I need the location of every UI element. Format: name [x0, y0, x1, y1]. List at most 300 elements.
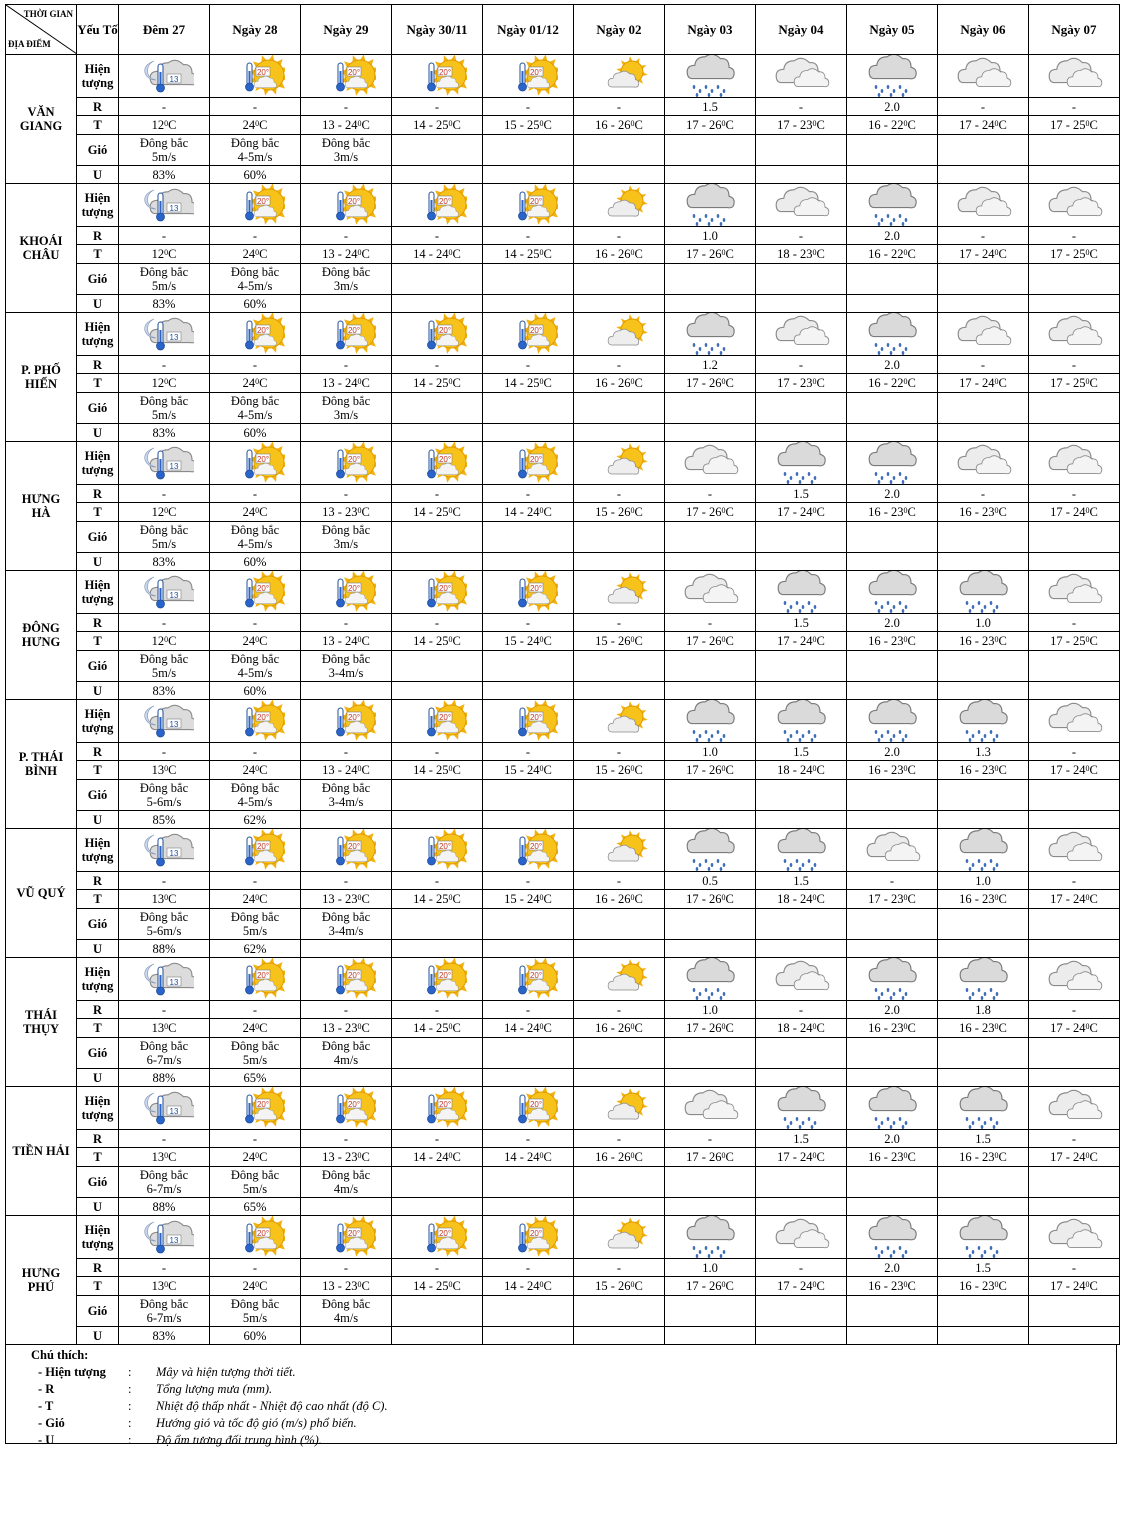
svg-text:20°: 20° — [438, 1100, 452, 1109]
temperature-unit: C — [725, 1279, 734, 1293]
weather-icon-cell — [1029, 442, 1120, 485]
wind-value — [756, 264, 847, 295]
label-r: R — [77, 1001, 119, 1019]
svg-text:20°: 20° — [529, 971, 543, 980]
temperature-value — [119, 503, 210, 522]
rain-cloud-icon — [665, 700, 755, 742]
temperature-unit: C — [543, 1021, 552, 1035]
sun-behind-cloud-icon — [574, 1087, 664, 1129]
corner-cell — [6, 5, 77, 55]
degree-sign: 0 — [721, 1151, 726, 1160]
temperature-value — [301, 890, 392, 909]
weather-icon-cell — [938, 571, 1029, 614]
temperature-unit: C — [259, 763, 268, 777]
temperature-unit: C — [259, 1150, 268, 1164]
day-header: Ngày 05 — [847, 5, 938, 55]
weather-icon-cell — [847, 442, 938, 485]
weather-icon-cell — [938, 442, 1029, 485]
degree-sign: 0 — [721, 248, 726, 257]
humidity-value — [574, 811, 665, 829]
degree-sign: 0 — [721, 1022, 726, 1031]
degree-sign: 0 — [255, 506, 260, 515]
weather-icon-cell — [210, 829, 301, 872]
hien-tuong-row — [6, 313, 1120, 356]
temperature-row — [6, 632, 1120, 651]
humidity-value: 83% — [119, 682, 210, 700]
wind-value — [119, 780, 210, 811]
degree-sign: 0 — [994, 1022, 999, 1031]
humidity-value — [392, 811, 483, 829]
cloudy-icon — [756, 55, 846, 97]
humidity-value — [938, 1198, 1029, 1216]
svg-text:20°: 20° — [256, 713, 270, 722]
wind-value — [756, 1296, 847, 1327]
humidity-value — [847, 682, 938, 700]
temperature-range: 17 - 24 — [1050, 505, 1086, 519]
degree-sign: 0 — [1085, 1280, 1090, 1289]
temperature-unit: C — [168, 247, 177, 261]
svg-text:20°: 20° — [256, 68, 270, 77]
wind-speed: 5m/s — [242, 1053, 268, 1067]
rain-value: - — [210, 485, 301, 503]
wind-value — [756, 135, 847, 166]
legend-colon: : — [128, 1365, 132, 1379]
wind-value — [665, 1038, 756, 1069]
rain-value: - — [938, 227, 1029, 245]
temperature-range: 17 - 24 — [959, 247, 995, 261]
cloudy-icon — [1029, 1087, 1119, 1129]
cloudy-icon — [665, 571, 755, 613]
rain-value: - — [483, 743, 574, 761]
rain-cloud-icon — [938, 571, 1028, 613]
temperature-unit: C — [168, 892, 177, 906]
degree-sign: 0 — [164, 635, 169, 644]
rain-value: 1.5 — [756, 1130, 847, 1148]
temperature-value — [210, 1019, 301, 1038]
weather-icon-cell — [847, 55, 938, 98]
label-hien-tuong: Hiện tượng — [77, 571, 119, 614]
wind-value — [847, 651, 938, 682]
temperature-range: 14 - 25 — [413, 634, 449, 648]
day-header: Ngày 02 — [574, 5, 665, 55]
label-gio: Gió — [77, 522, 119, 553]
wind-speed: 4-5m/s — [237, 795, 273, 809]
temperature-unit: C — [634, 376, 643, 390]
wind-value — [483, 909, 574, 940]
temperature-range: 15 - 24 — [504, 763, 540, 777]
humidity-value — [392, 553, 483, 571]
weather-icon-cell — [847, 184, 938, 227]
degree-sign: 0 — [255, 119, 260, 128]
degree-sign: 0 — [448, 764, 453, 773]
temperature-range: 17 - 26 — [686, 1021, 722, 1035]
sunny-thermometer-icon — [483, 571, 573, 613]
weather-icon-cell — [392, 700, 483, 743]
svg-text:20°: 20° — [256, 455, 270, 464]
wind-speed: 5m/s — [242, 1311, 268, 1325]
temperature-range: 14 - 24 — [504, 505, 540, 519]
temperature-unit: C — [361, 376, 370, 390]
humidity-value — [392, 166, 483, 184]
temperature-value — [119, 890, 210, 909]
humidity-value — [756, 940, 847, 958]
svg-text:20°: 20° — [438, 842, 452, 851]
wind-value — [847, 522, 938, 553]
rain-value: - — [210, 743, 301, 761]
sun-behind-cloud-icon — [574, 313, 664, 355]
temperature-range: 24 — [242, 376, 256, 390]
temperature-value — [938, 503, 1029, 522]
weather-icon-cell — [210, 313, 301, 356]
svg-text:20°: 20° — [347, 1100, 361, 1109]
temperature-unit: C — [1089, 376, 1098, 390]
day-header: Ngày 04 — [756, 5, 847, 55]
temperature-unit: C — [1089, 634, 1098, 648]
temperature-value — [119, 1148, 210, 1167]
temperature-unit: C — [361, 1021, 370, 1035]
degree-sign: 0 — [448, 1022, 453, 1031]
temperature-range: 17 - 24 — [777, 1150, 813, 1164]
humidity-value: 62% — [210, 940, 301, 958]
day-header: Ngày 06 — [938, 5, 1029, 55]
rain-value: - — [301, 1259, 392, 1277]
temperature-range: 17 - 24 — [1050, 1150, 1086, 1164]
rain-value: - — [1029, 227, 1120, 245]
degree-sign: 0 — [1085, 635, 1090, 644]
temperature-unit: C — [634, 892, 643, 906]
weather-icon-cell — [938, 1216, 1029, 1259]
weather-icon-cell — [847, 571, 938, 614]
temperature-unit: C — [452, 634, 461, 648]
weather-icon-cell — [301, 1087, 392, 1130]
weather-icon-cell — [119, 313, 210, 356]
wind-value — [847, 780, 938, 811]
humidity-value — [1029, 811, 1120, 829]
humidity-value — [938, 166, 1029, 184]
degree-sign: 0 — [164, 506, 169, 515]
hien-tuong-row — [6, 958, 1120, 1001]
temperature-range: 14 - 25 — [504, 247, 540, 261]
svg-text:13: 13 — [169, 720, 179, 729]
humidity-value: 65% — [210, 1198, 301, 1216]
degree-sign: 0 — [1085, 893, 1090, 902]
sun-behind-cloud-icon — [574, 1216, 664, 1258]
label-hien-tuong: Hiện tượng — [77, 1216, 119, 1259]
rain-cloud-icon — [938, 1087, 1028, 1129]
degree-sign: 0 — [630, 893, 635, 902]
temperature-range: 17 - 25 — [1050, 247, 1086, 261]
rain-value: 2.0 — [847, 1130, 938, 1148]
wind-speed: 3m/s — [333, 537, 359, 551]
humidity-value — [574, 682, 665, 700]
rain-value: 2.0 — [847, 743, 938, 761]
sunny-thermometer-icon — [392, 1087, 482, 1129]
temperature-value — [756, 1019, 847, 1038]
location-name-line: VŨ QUÝ — [16, 886, 66, 900]
legend-colon: : — [128, 1416, 132, 1430]
location-name-line: THÁI — [25, 1008, 57, 1022]
weather-icon-cell — [665, 1087, 756, 1130]
wind-value — [665, 780, 756, 811]
wind-direction: Đông bắc — [230, 1297, 280, 1311]
sunny-thermometer-icon — [301, 184, 391, 226]
temperature-unit: C — [998, 892, 1007, 906]
rain-value: - — [1029, 1001, 1120, 1019]
temperature-range: 17 - 24 — [1050, 892, 1086, 906]
label-hien-tuong: Hiện tượng — [77, 958, 119, 1001]
rain-value: 1.5 — [756, 872, 847, 890]
temperature-range: 16 - 26 — [595, 376, 631, 390]
svg-text:20°: 20° — [438, 326, 452, 335]
sunny-thermometer-icon — [392, 958, 482, 1000]
rain-value: - — [119, 1259, 210, 1277]
humidity-value — [301, 553, 392, 571]
temperature-value — [574, 1148, 665, 1167]
temperature-unit: C — [725, 247, 734, 261]
rain-value: - — [301, 356, 392, 374]
cloudy-icon — [1029, 571, 1119, 613]
temperature-range: 13 — [151, 892, 165, 906]
rain-value: - — [1029, 743, 1120, 761]
temperature-value — [574, 374, 665, 393]
wind-speed: 5m/s — [151, 150, 177, 164]
degree-sign: 0 — [721, 893, 726, 902]
temperature-unit: C — [543, 505, 552, 519]
legend — [5, 1345, 1117, 1447]
day-header: Ngày 30/11 — [392, 5, 483, 55]
degree-sign: 0 — [539, 1280, 544, 1289]
rain-value: - — [665, 1130, 756, 1148]
humidity-value — [938, 811, 1029, 829]
humidity-value — [938, 553, 1029, 571]
wind-speed: 3-4m/s — [328, 795, 364, 809]
rain-value: - — [1029, 485, 1120, 503]
temperature-value — [847, 1148, 938, 1167]
rain-cloud-icon — [665, 184, 755, 226]
rain-cloud-icon — [847, 700, 937, 742]
wind-direction: Đông bắc — [230, 265, 280, 279]
wind-direction: Đông bắc — [139, 1168, 189, 1182]
temperature-unit: C — [907, 376, 916, 390]
weather-icon-cell — [392, 313, 483, 356]
temperature-value — [938, 761, 1029, 780]
temperature-value — [574, 761, 665, 780]
rain-value: - — [665, 485, 756, 503]
temperature-range: 13 - 24 — [322, 118, 358, 132]
temperature-unit: C — [1089, 763, 1098, 777]
cloudy-icon — [1029, 958, 1119, 1000]
legend-text: Tổng lượng mưa (mm). — [156, 1382, 273, 1396]
temperature-value — [938, 632, 1029, 651]
temperature-range: 14 - 25 — [413, 505, 449, 519]
temperature-range: 24 — [242, 763, 256, 777]
wind-value — [938, 780, 1029, 811]
wind-value — [119, 1038, 210, 1069]
sunny-thermometer-icon — [301, 1087, 391, 1129]
degree-sign: 0 — [630, 1280, 635, 1289]
temperature-range: 12 — [151, 505, 165, 519]
legend-colon: : — [128, 1382, 132, 1396]
location-name-line: CHÂU — [22, 248, 60, 262]
wind-value — [483, 1167, 574, 1198]
temperature-range: 13 — [151, 1021, 165, 1035]
humidity-row — [6, 1327, 1120, 1345]
rain-value: - — [392, 227, 483, 245]
degree-sign: 0 — [448, 119, 453, 128]
temperature-range: 17 - 25 — [1050, 376, 1086, 390]
temperature-range: 17 - 24 — [777, 634, 813, 648]
cloudy-icon — [847, 829, 937, 871]
rain-value: - — [574, 356, 665, 374]
night-cloudy-cold-icon — [119, 700, 209, 742]
temperature-unit: C — [361, 247, 370, 261]
temperature-unit: C — [452, 763, 461, 777]
degree-sign: 0 — [1085, 1151, 1090, 1160]
degree-sign: 0 — [721, 1280, 726, 1289]
weather-icon-cell — [574, 829, 665, 872]
rain-value: - — [938, 98, 1029, 116]
temperature-range: 16 - 23 — [959, 1150, 995, 1164]
degree-sign: 0 — [164, 1151, 169, 1160]
humidity-value — [301, 166, 392, 184]
sun-behind-cloud-icon — [574, 958, 664, 1000]
humidity-value: 88% — [119, 1198, 210, 1216]
svg-text:20°: 20° — [529, 1229, 543, 1238]
temperature-value — [665, 503, 756, 522]
wind-value — [574, 780, 665, 811]
temperature-value — [756, 116, 847, 135]
degree-sign: 0 — [255, 764, 260, 773]
temperature-unit: C — [452, 247, 461, 261]
temperature-unit: C — [998, 634, 1007, 648]
weather-icon-cell — [301, 313, 392, 356]
degree-sign: 0 — [721, 119, 726, 128]
wind-value — [119, 393, 210, 424]
humidity-value — [1029, 940, 1120, 958]
wind-speed: 6-7m/s — [146, 1311, 182, 1325]
temperature-value — [119, 116, 210, 135]
temperature-range: 17 - 23 — [777, 118, 813, 132]
wind-value — [1029, 264, 1120, 295]
wind-row — [6, 522, 1120, 553]
humidity-value — [847, 166, 938, 184]
label-t: T — [77, 245, 119, 264]
weather-icon-cell — [1029, 184, 1120, 227]
weather-icon-cell — [574, 1087, 665, 1130]
humidity-value — [665, 1327, 756, 1345]
rain-value: - — [1029, 98, 1120, 116]
temperature-value — [210, 116, 301, 135]
rain-cloud-icon — [847, 313, 937, 355]
label-r: R — [77, 227, 119, 245]
wind-value — [938, 651, 1029, 682]
weather-icon-cell — [665, 571, 756, 614]
temperature-unit: C — [168, 1021, 177, 1035]
sunny-thermometer-icon — [392, 313, 482, 355]
label-gio: Gió — [77, 909, 119, 940]
temperature-value — [483, 1277, 574, 1296]
humidity-value — [665, 811, 756, 829]
degree-sign: 0 — [539, 377, 544, 386]
temperature-value — [665, 374, 756, 393]
label-r: R — [77, 1259, 119, 1277]
rain-value: 1.0 — [938, 614, 1029, 632]
humidity-value — [756, 811, 847, 829]
hien-tuong-row — [6, 442, 1120, 485]
label-hien-tuong: Hiện tượng — [77, 700, 119, 743]
temperature-value — [756, 1277, 847, 1296]
wind-value — [756, 651, 847, 682]
rain-cloud-icon — [938, 829, 1028, 871]
temperature-range: 14 - 25 — [413, 118, 449, 132]
wind-value — [665, 1167, 756, 1198]
legend-colon: : — [128, 1399, 132, 1413]
temperature-value — [1029, 374, 1120, 393]
rain-cloud-icon — [756, 829, 846, 871]
degree-sign: 0 — [1085, 377, 1090, 386]
weather-icon-cell — [483, 829, 574, 872]
rain-value: - — [210, 356, 301, 374]
humidity-value — [847, 1327, 938, 1345]
cloudy-icon — [1029, 184, 1119, 226]
degree-sign: 0 — [812, 248, 817, 257]
degree-sign: 0 — [255, 893, 260, 902]
humidity-value — [938, 1069, 1029, 1087]
rain-row — [6, 356, 1120, 374]
temperature-value — [938, 890, 1029, 909]
weather-icon-cell — [392, 829, 483, 872]
weather-icon-cell — [847, 958, 938, 1001]
legend-key: - Hiện tượng — [38, 1365, 106, 1379]
humidity-value — [665, 295, 756, 313]
degree-sign: 0 — [539, 764, 544, 773]
humidity-value: 83% — [119, 1327, 210, 1345]
wind-value — [119, 1167, 210, 1198]
temperature-range: 14 - 25 — [413, 763, 449, 777]
sunny-thermometer-icon — [301, 55, 391, 97]
rain-value: - — [210, 872, 301, 890]
degree-sign: 0 — [903, 635, 908, 644]
weather-icon-cell — [756, 571, 847, 614]
night-cloudy-cold-icon — [119, 958, 209, 1000]
humidity-value — [301, 1327, 392, 1345]
wind-direction: Đông bắc — [321, 136, 371, 150]
humidity-value — [574, 1069, 665, 1087]
location-name — [6, 829, 77, 958]
location-name-line: GIANG — [19, 119, 63, 133]
temperature-value — [756, 245, 847, 264]
temperature-range: 13 - 24 — [322, 247, 358, 261]
temperature-range: 18 - 23 — [777, 247, 813, 261]
svg-text:20°: 20° — [438, 197, 452, 206]
weather-icon-cell — [938, 184, 1029, 227]
label-u: U — [77, 940, 119, 958]
temperature-value — [119, 632, 210, 651]
wind-direction: Đông bắc — [321, 1168, 371, 1182]
degree-sign: 0 — [1085, 119, 1090, 128]
rain-value: 1.0 — [665, 743, 756, 761]
wind-speed: 4-5m/s — [237, 537, 273, 551]
svg-text:20°: 20° — [347, 584, 361, 593]
degree-sign: 0 — [539, 119, 544, 128]
rain-cloud-icon — [756, 571, 846, 613]
weather-icon-cell — [301, 442, 392, 485]
humidity-value — [756, 166, 847, 184]
rain-value: - — [574, 1001, 665, 1019]
sun-behind-cloud-icon — [574, 184, 664, 226]
temperature-value — [574, 1019, 665, 1038]
label-hien-tuong: Hiện tượng — [77, 55, 119, 98]
